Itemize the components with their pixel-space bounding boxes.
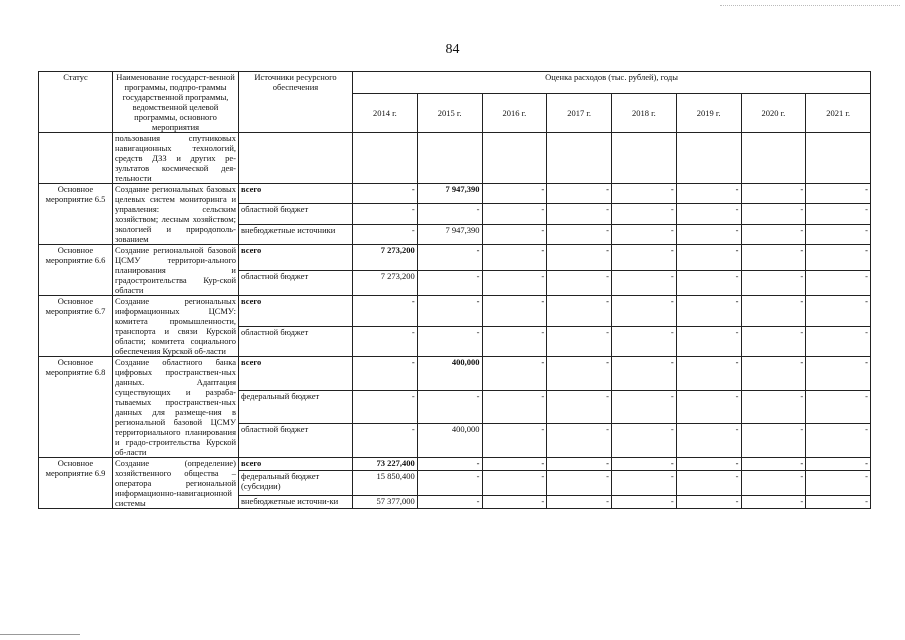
value-cell: - xyxy=(482,357,547,391)
header-status: Статус xyxy=(39,72,113,133)
value-cell: 73 227,400 xyxy=(353,458,418,471)
header-year: 2016 г. xyxy=(482,94,547,133)
value-cell: - xyxy=(547,471,612,496)
value-cell: - xyxy=(741,270,806,296)
funding-source-cell: всего xyxy=(239,357,353,391)
value-cell: - xyxy=(806,296,871,327)
continuation-row xyxy=(39,133,871,184)
status-cell: Основное мероприятие 6.6 xyxy=(39,245,113,296)
value-cell: - xyxy=(612,184,677,204)
funding-source-cell: всего xyxy=(239,458,353,471)
value-cell: - xyxy=(612,224,677,244)
value-cell: - xyxy=(676,458,741,471)
value-cell: - xyxy=(741,471,806,496)
value-cell: - xyxy=(612,458,677,471)
value-cell: - xyxy=(547,245,612,271)
header-year: 2014 г. xyxy=(353,94,418,133)
value-cell: - xyxy=(612,357,677,391)
value-cell: - xyxy=(353,204,418,224)
value-cell: - xyxy=(482,245,547,271)
value-cell: - xyxy=(741,245,806,271)
bottom-edge-rule xyxy=(0,634,80,635)
value-cell: - xyxy=(353,296,418,327)
value-cell: - xyxy=(676,224,741,244)
value-cell: - xyxy=(612,424,677,458)
value-cell: 7 947,390 xyxy=(417,184,482,204)
value-cell: - xyxy=(806,326,871,357)
header-year: 2018 г. xyxy=(612,94,677,133)
value-cell: - xyxy=(482,270,547,296)
value-cell: - xyxy=(353,357,418,391)
value-cell: 7 947,390 xyxy=(417,224,482,244)
value-cell: - xyxy=(676,245,741,271)
value-cell: - xyxy=(741,326,806,357)
value-cell: - xyxy=(676,270,741,296)
value-cell: - xyxy=(547,390,612,424)
value-cell: - xyxy=(612,326,677,357)
value-cell: - xyxy=(741,390,806,424)
value-cell: 400,000 xyxy=(417,357,482,391)
value-cell: - xyxy=(417,296,482,327)
value-cell: - xyxy=(353,424,418,458)
expenditure-table xyxy=(38,71,871,509)
value-cell: - xyxy=(547,270,612,296)
value-cell: - xyxy=(806,357,871,391)
value-cell: - xyxy=(353,390,418,424)
value-cell: - xyxy=(417,458,482,471)
header-name: Наименование государст-венной программы, подпро-граммы государственной программы, ведомственной целевой программы, основного мероприятия xyxy=(113,72,239,133)
top-edge-rule xyxy=(720,5,900,6)
value-cell: - xyxy=(547,296,612,327)
value-cell: - xyxy=(806,458,871,471)
value-cell: - xyxy=(806,424,871,458)
funding-source-cell: областной бюджет xyxy=(239,326,353,357)
value-cell: - xyxy=(482,495,547,508)
table-row xyxy=(39,458,871,471)
value-cell: - xyxy=(482,424,547,458)
value-cell: - xyxy=(612,204,677,224)
value-cell: - xyxy=(417,326,482,357)
value-cell: - xyxy=(741,224,806,244)
value-cell: - xyxy=(806,204,871,224)
value-cell: - xyxy=(547,224,612,244)
status-cell: Основное мероприятие 6.9 xyxy=(39,458,113,509)
value-cell: - xyxy=(482,390,547,424)
value-cell: - xyxy=(741,184,806,204)
measure-name-cell: Создание региональных информационных ЦСМУ: комитета промышленности, транспорта и связи Курской области; комитета социального обеспечения Курской об-ласти xyxy=(113,296,239,357)
table-row xyxy=(39,357,871,391)
funding-source-cell: федеральный бюджет (субсидии) xyxy=(239,471,353,496)
value-cell: - xyxy=(741,357,806,391)
value-cell: - xyxy=(676,296,741,327)
value-cell: - xyxy=(547,204,612,224)
value-cell: - xyxy=(547,184,612,204)
value-cell: - xyxy=(547,424,612,458)
continuation-status xyxy=(39,133,113,184)
value-cell: - xyxy=(417,245,482,271)
value-cell: - xyxy=(547,357,612,391)
header-year: 2015 г. xyxy=(417,94,482,133)
header-source: Источники ресурсного обеспечения xyxy=(239,72,353,133)
value-cell: - xyxy=(612,245,677,271)
value-cell: - xyxy=(482,224,547,244)
value-cell: - xyxy=(806,224,871,244)
value-cell: - xyxy=(482,326,547,357)
value-cell: - xyxy=(612,296,677,327)
value-cell: - xyxy=(612,390,677,424)
value-cell: - xyxy=(612,471,677,496)
funding-source-cell: всего xyxy=(239,296,353,327)
table-row xyxy=(39,296,871,327)
header-estimate: Оценка расходов (тыс. рублей), годы xyxy=(353,72,871,94)
value-cell: - xyxy=(806,495,871,508)
funding-source-cell: всего xyxy=(239,184,353,204)
value-cell: - xyxy=(806,390,871,424)
funding-source-cell: внебюджетные источники xyxy=(239,224,353,244)
value-cell: - xyxy=(482,458,547,471)
value-cell: 15 850,400 xyxy=(353,471,418,496)
value-cell: - xyxy=(547,326,612,357)
table-row xyxy=(39,184,871,204)
value-cell: - xyxy=(353,184,418,204)
funding-source-cell: всего xyxy=(239,245,353,271)
value-cell: - xyxy=(482,471,547,496)
header-year: 2021 г. xyxy=(806,94,871,133)
value-cell: 57 377,000 xyxy=(353,495,418,508)
funding-source-cell: областной бюджет xyxy=(239,270,353,296)
status-cell: Основное мероприятие 6.7 xyxy=(39,296,113,357)
value-cell: - xyxy=(353,224,418,244)
value-cell: - xyxy=(676,326,741,357)
funding-source-cell: областной бюджет xyxy=(239,204,353,224)
value-cell: - xyxy=(806,184,871,204)
value-cell: - xyxy=(417,390,482,424)
value-cell: - xyxy=(417,204,482,224)
value-cell: - xyxy=(806,471,871,496)
value-cell: 400,000 xyxy=(417,424,482,458)
value-cell: - xyxy=(741,495,806,508)
status-cell: Основное мероприятие 6.5 xyxy=(39,184,113,245)
value-cell: - xyxy=(353,326,418,357)
value-cell: - xyxy=(547,495,612,508)
value-cell: - xyxy=(417,471,482,496)
value-cell: - xyxy=(676,390,741,424)
value-cell: - xyxy=(612,495,677,508)
value-cell: - xyxy=(741,424,806,458)
value-cell: - xyxy=(806,270,871,296)
value-cell: - xyxy=(676,471,741,496)
measure-name-cell: Создание областного банка цифровых пространствен-ных данных. Адаптация существующих и разраба-тываемых пространствен-ных данных для размеще-ния в региональной базовой ЦСМУ территориального планирования и градо-строительства Курской об-ласти xyxy=(113,357,239,458)
measure-name-cell: Создание (определение) хозяйственного общества – оператора региональной информационно-навигационной системы xyxy=(113,458,239,509)
value-cell: - xyxy=(741,204,806,224)
value-cell: - xyxy=(612,270,677,296)
status-cell: Основное мероприятие 6.8 xyxy=(39,357,113,458)
funding-source-cell: внебюджетные источни-ки xyxy=(239,495,353,508)
value-cell: - xyxy=(417,495,482,508)
value-cell: - xyxy=(547,458,612,471)
table-row xyxy=(39,245,871,271)
value-cell: - xyxy=(676,184,741,204)
measure-name-cell: Создание региональных базовых целевых систем мониторинга и управления: сельским хозяйством; лесным хозяйством; экологией и природополь-зованием xyxy=(113,184,239,245)
page-number: 84 xyxy=(445,42,460,57)
value-cell: 7 273,200 xyxy=(353,270,418,296)
header-year: 2020 г. xyxy=(741,94,806,133)
value-cell: - xyxy=(482,296,547,327)
continuation-name: пользования спутниковых навигационных технологий, средств ДЗЗ и других ре-зультатов космической дея-тельности xyxy=(113,133,239,184)
value-cell: - xyxy=(741,296,806,327)
header-year: 2019 г. xyxy=(676,94,741,133)
funding-source-cell: федеральный бюджет xyxy=(239,390,353,424)
value-cell: - xyxy=(482,184,547,204)
value-cell: - xyxy=(676,495,741,508)
header-year: 2017 г. xyxy=(547,94,612,133)
funding-source-cell: областной бюджет xyxy=(239,424,353,458)
value-cell: 7 273,200 xyxy=(353,245,418,271)
value-cell: - xyxy=(417,270,482,296)
value-cell: - xyxy=(676,204,741,224)
value-cell: - xyxy=(806,245,871,271)
value-cell: - xyxy=(676,424,741,458)
measure-name-cell: Создание региональной базовой ЦСМУ территори-ального планирования и градостроительства Кур-ской области xyxy=(113,245,239,296)
value-cell: - xyxy=(482,204,547,224)
value-cell: - xyxy=(741,458,806,471)
value-cell: - xyxy=(676,357,741,391)
